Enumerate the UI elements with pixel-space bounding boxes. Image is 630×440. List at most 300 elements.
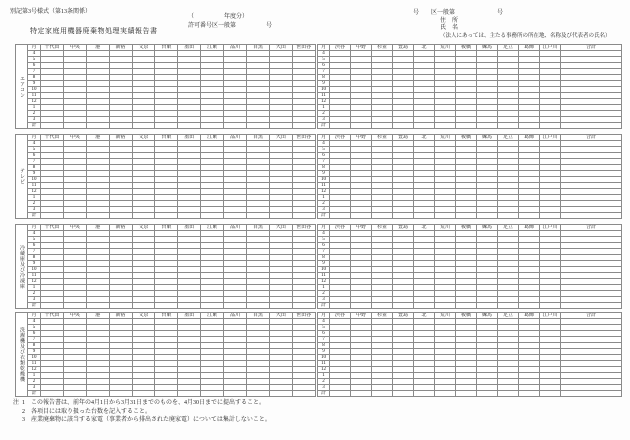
ward-header-cell: 中野: [351, 45, 372, 51]
month-cell: 1: [28, 105, 41, 111]
data-cell[interactable]: [330, 391, 351, 397]
data-cell[interactable]: [498, 303, 519, 309]
name-label: 氏 名: [440, 25, 459, 31]
footnote-text: 3 産業廃棄物に該当する家電（事業者から排出された廃家電）については集計しないこと。: [22, 417, 271, 423]
appliance-table-right: [317, 44, 622, 129]
month-cell: 2: [318, 201, 330, 207]
data-cell[interactable]: [292, 123, 315, 129]
data-cell[interactable]: [132, 213, 155, 219]
data-cell[interactable]: [456, 213, 477, 219]
data-cell[interactable]: [540, 123, 561, 129]
data-cell[interactable]: [477, 213, 498, 219]
data-cell[interactable]: [86, 303, 109, 309]
month-cell: 10: [318, 267, 330, 273]
ward-header-cell: 中央: [63, 135, 86, 141]
data-cell[interactable]: [86, 213, 109, 219]
ward-header-cell: 江東: [201, 45, 224, 51]
month-cell: 9: [28, 349, 41, 355]
month-cell: 6: [28, 331, 41, 337]
ward-header-cell: 品川: [224, 225, 247, 231]
ward-header-cell: 港: [86, 225, 109, 231]
month-cell: 3: [28, 297, 41, 303]
ward-header-cell: 渋谷: [330, 225, 351, 231]
month-cell: 12: [28, 279, 41, 285]
ward-header-cell: 板橋: [456, 313, 477, 319]
data-cell[interactable]: [351, 303, 372, 309]
data-cell[interactable]: [269, 391, 292, 397]
data-cell[interactable]: [41, 391, 64, 397]
ward-header-cell: 台東: [155, 135, 178, 141]
month-cell: 3: [28, 207, 41, 213]
data-cell[interactable]: [292, 391, 315, 397]
total-row-label: 計: [28, 123, 41, 129]
month-cell: 7: [28, 249, 41, 255]
data-cell[interactable]: [86, 391, 109, 397]
data-cell[interactable]: [63, 213, 86, 219]
data-cell[interactable]: [247, 213, 270, 219]
corporation-note: （法人にあっては、主たる事務所の所在地、名称及び代表者の氏名）: [440, 32, 611, 39]
month-cell: 12: [28, 367, 41, 373]
data-cell[interactable]: [351, 391, 372, 397]
month-cell: 7: [28, 159, 41, 165]
data-cell[interactable]: [540, 391, 561, 397]
month-cell: 11: [318, 183, 330, 189]
data-cell[interactable]: [435, 391, 456, 397]
month-cell: 6: [318, 331, 330, 337]
ward-header-cell: 江戸川: [540, 313, 561, 319]
month-cell: 3: [318, 207, 330, 213]
data-cell[interactable]: [372, 213, 393, 219]
ward-header-cell: 渋谷: [330, 313, 351, 319]
data-cell[interactable]: [201, 303, 224, 309]
data-cell[interactable]: [435, 213, 456, 219]
ward-header-cell: 足立: [498, 135, 519, 141]
month-cell: 8: [28, 343, 41, 349]
month-cell: 5: [28, 325, 41, 331]
data-cell[interactable]: [292, 303, 315, 309]
month-cell: 10: [28, 355, 41, 361]
month-cell: 7: [318, 337, 330, 343]
ward-header-cell: 新宿: [109, 45, 132, 51]
data-cell[interactable]: [456, 123, 477, 129]
month-cell: 5: [318, 147, 330, 153]
address-label: 住 所: [440, 17, 459, 24]
permit-number-label: 許可番号区一般第 号: [188, 23, 273, 29]
data-cell[interactable]: [63, 391, 86, 397]
month-cell: 9: [318, 261, 330, 267]
ward-header-cell: 江戸川: [540, 135, 561, 141]
month-cell: 12: [318, 189, 330, 195]
total-row-label: 計: [318, 391, 330, 397]
month-cell: 12: [28, 99, 41, 105]
month-cell: 1: [318, 285, 330, 291]
ward-header-cell: 墨田: [178, 45, 201, 51]
data-cell[interactable]: [456, 391, 477, 397]
month-cell: 12: [318, 279, 330, 285]
month-cell: 3: [318, 117, 330, 123]
data-cell[interactable]: [372, 123, 393, 129]
data-cell[interactable]: [109, 391, 132, 397]
ward-header-cell: 目黒: [247, 313, 270, 319]
month-cell: 9: [28, 261, 41, 267]
month-cell: 2: [318, 379, 330, 385]
data-cell[interactable]: [224, 391, 247, 397]
month-cell: 7: [318, 159, 330, 165]
ward-header-cell: 中野: [351, 135, 372, 141]
ward-header-cell: 江東: [201, 135, 224, 141]
ward-header-cell: 中央: [63, 225, 86, 231]
month-cell: 6: [318, 63, 330, 69]
footnotes: [13, 399, 271, 425]
data-cell[interactable]: [393, 213, 414, 219]
month-cell: 4: [28, 51, 41, 57]
data-cell[interactable]: [178, 123, 201, 129]
data-cell[interactable]: [498, 391, 519, 397]
data-cell[interactable]: [351, 123, 372, 129]
ward-header-cell: 北: [414, 225, 435, 231]
data-cell[interactable]: [132, 123, 155, 129]
ward-header-cell: 千代田: [41, 135, 64, 141]
month-header-cell: 月: [28, 313, 41, 319]
month-cell: 2: [318, 111, 330, 117]
month-header-cell: 月: [318, 45, 330, 51]
data-cell[interactable]: [269, 303, 292, 309]
ward-header-cell: 文京: [132, 313, 155, 319]
ward-header-cell: 千代田: [41, 45, 64, 51]
ward-header-cell: 葛飾: [519, 225, 540, 231]
data-cell[interactable]: [414, 303, 435, 309]
month-cell: 8: [28, 165, 41, 171]
data-cell[interactable]: [498, 213, 519, 219]
ward-header-cell: 台東: [155, 313, 178, 319]
month-cell: 1: [28, 373, 41, 379]
month-cell: 5: [28, 147, 41, 153]
ward-header-cell: 足立: [498, 313, 519, 319]
month-cell: 11: [28, 361, 41, 367]
ward-header-cell: 北: [414, 135, 435, 141]
data-cell[interactable]: [201, 123, 224, 129]
ward-header-cell: 品川: [224, 313, 247, 319]
month-cell: 3: [318, 385, 330, 391]
ward-header-cell: 港: [86, 135, 109, 141]
month-cell: 6: [318, 153, 330, 159]
data-cell[interactable]: [372, 303, 393, 309]
month-cell: 6: [28, 63, 41, 69]
data-cell[interactable]: [292, 213, 315, 219]
month-cell: 2: [28, 201, 41, 207]
data-cell[interactable]: [201, 391, 224, 397]
total-column-header: 合計: [561, 45, 622, 51]
data-cell[interactable]: [351, 213, 372, 219]
ward-header-cell: 渋谷: [330, 135, 351, 141]
month-cell: 9: [318, 349, 330, 355]
month-cell: 11: [318, 361, 330, 367]
total-column-cell[interactable]: [561, 213, 622, 219]
data-cell[interactable]: [414, 123, 435, 129]
data-cell[interactable]: [155, 303, 178, 309]
data-cell[interactable]: [519, 391, 540, 397]
data-cell[interactable]: [393, 123, 414, 129]
data-cell[interactable]: [519, 303, 540, 309]
data-cell[interactable]: [330, 123, 351, 129]
ward-header-cell: 練馬: [477, 225, 498, 231]
ward-header-cell: 練馬: [477, 313, 498, 319]
ward-header-cell: 目黒: [247, 45, 270, 51]
ward-header-cell: 世田谷: [292, 225, 315, 231]
month-cell: 1: [318, 105, 330, 111]
month-cell: 4: [28, 231, 41, 237]
month-cell: 2: [318, 291, 330, 297]
ward-header-cell: 板橋: [456, 45, 477, 51]
ward-header-cell: 荒川: [435, 225, 456, 231]
data-cell[interactable]: [519, 123, 540, 129]
ward-header-cell: 大田: [269, 313, 292, 319]
ward-header-cell: 新宿: [109, 225, 132, 231]
ward-header-cell: 板橋: [456, 225, 477, 231]
data-cell[interactable]: [109, 213, 132, 219]
data-cell[interactable]: [372, 391, 393, 397]
fiscal-year-block: [188, 13, 272, 31]
month-cell: 11: [28, 183, 41, 189]
ward-header-cell: 世田谷: [292, 45, 315, 51]
appliance-label: エアコン: [16, 45, 28, 129]
total-column-cell[interactable]: [561, 123, 622, 129]
month-cell: 10: [318, 87, 330, 93]
month-cell: 7: [28, 337, 41, 343]
data-cell[interactable]: [178, 391, 201, 397]
month-cell: 1: [318, 373, 330, 379]
data-cell[interactable]: [330, 303, 351, 309]
data-cell[interactable]: [63, 303, 86, 309]
month-cell: 9: [318, 81, 330, 87]
footnote-line: [22, 416, 271, 425]
month-cell: 4: [28, 141, 41, 147]
data-cell[interactable]: [63, 123, 86, 129]
month-cell: 6: [28, 153, 41, 159]
data-cell[interactable]: [41, 303, 64, 309]
ward-header-cell: 杉並: [372, 225, 393, 231]
permit-number-right: 号 区一般第 号: [413, 10, 504, 16]
ward-header-cell: 豊島: [393, 225, 414, 231]
ward-header-cell: 杉並: [372, 313, 393, 319]
ward-header-cell: 新宿: [109, 135, 132, 141]
month-cell: 8: [318, 165, 330, 171]
identity-block: [413, 10, 610, 40]
month-cell: 9: [28, 171, 41, 177]
ward-header-cell: 荒川: [435, 313, 456, 319]
month-cell: 3: [318, 297, 330, 303]
data-cell[interactable]: [201, 213, 224, 219]
ward-header-cell: 葛飾: [519, 45, 540, 51]
month-cell: 9: [28, 81, 41, 87]
month-header-cell: 月: [318, 135, 330, 141]
month-cell: 2: [28, 111, 41, 117]
month-cell: 1: [28, 195, 41, 201]
data-cell[interactable]: [498, 123, 519, 129]
total-row-label: 計: [318, 123, 330, 129]
appliance-table-right: [317, 312, 622, 397]
appliance-table-right: [317, 224, 622, 309]
ward-header-cell: 練馬: [477, 135, 498, 141]
month-cell: 7: [318, 69, 330, 75]
month-cell: 6: [28, 243, 41, 249]
month-header-cell: 月: [28, 45, 41, 51]
month-cell: 3: [28, 117, 41, 123]
data-cell[interactable]: [247, 123, 270, 129]
month-cell: 4: [318, 231, 330, 237]
ward-header-cell: 渋谷: [330, 45, 351, 51]
total-row-label: 計: [28, 213, 41, 219]
data-cell[interactable]: [435, 123, 456, 129]
footnote-text: 1 この報告書は、前年の4月1日から3月31日までのものを、4月30日までに提出すること。: [22, 400, 266, 406]
ward-header-cell: 大田: [269, 225, 292, 231]
ward-header-cell: 江東: [201, 313, 224, 319]
ward-header-cell: 荒川: [435, 135, 456, 141]
ward-header-cell: 文京: [132, 135, 155, 141]
ward-header-cell: 江戸川: [540, 45, 561, 51]
ward-header-cell: 大田: [269, 135, 292, 141]
ward-header-cell: 足立: [498, 225, 519, 231]
total-row-label: 計: [318, 213, 330, 219]
data-cell[interactable]: [477, 303, 498, 309]
data-cell[interactable]: [224, 123, 247, 129]
data-cell[interactable]: [269, 213, 292, 219]
data-cell[interactable]: [269, 123, 292, 129]
month-cell: 5: [28, 57, 41, 63]
ward-header-cell: 港: [86, 313, 109, 319]
ward-header-cell: 江戸川: [540, 225, 561, 231]
appliance-label: 冷蔵庫及び冷凍庫: [16, 225, 28, 309]
ward-header-cell: 葛飾: [519, 135, 540, 141]
month-cell: 11: [28, 93, 41, 99]
total-column-cell[interactable]: [561, 303, 622, 309]
data-cell[interactable]: [393, 303, 414, 309]
fiscal-year-label: （ 年度分）: [188, 14, 249, 20]
ward-header-cell: 大田: [269, 45, 292, 51]
month-cell: 10: [318, 177, 330, 183]
ward-header-cell: 文京: [132, 225, 155, 231]
month-cell: 5: [28, 237, 41, 243]
month-cell: 1: [318, 195, 330, 201]
ward-header-cell: 荒川: [435, 45, 456, 51]
data-cell[interactable]: [178, 303, 201, 309]
data-cell[interactable]: [393, 391, 414, 397]
ward-header-cell: 練馬: [477, 45, 498, 51]
data-cell[interactable]: [155, 213, 178, 219]
data-cell[interactable]: [519, 213, 540, 219]
data-cell[interactable]: [330, 213, 351, 219]
footnote-line: [13, 399, 271, 408]
ward-header-cell: 北: [414, 45, 435, 51]
appliance-table-left: [15, 224, 316, 309]
month-cell: 11: [28, 273, 41, 279]
month-cell: 3: [28, 385, 41, 391]
ward-header-cell: 中野: [351, 313, 372, 319]
data-cell[interactable]: [132, 391, 155, 397]
ward-header-cell: 台東: [155, 225, 178, 231]
month-cell: 10: [318, 355, 330, 361]
ward-header-cell: 目黒: [247, 225, 270, 231]
ward-header-cell: 北: [414, 313, 435, 319]
month-cell: 8: [28, 75, 41, 81]
month-cell: 4: [318, 319, 330, 325]
ward-header-cell: 港: [86, 45, 109, 51]
month-cell: 9: [318, 171, 330, 177]
total-column-header: 合計: [561, 135, 622, 141]
data-cell[interactable]: [41, 123, 64, 129]
ward-header-cell: 台東: [155, 45, 178, 51]
footnote-text: 2 各項目には取り扱った台数を記入すること。: [22, 408, 152, 415]
data-cell[interactable]: [540, 213, 561, 219]
appliance-table-right: [317, 134, 622, 219]
appliance-table-left: [15, 44, 316, 129]
total-row-label: 計: [318, 303, 330, 309]
month-cell: 10: [28, 87, 41, 93]
data-cell[interactable]: [155, 123, 178, 129]
ward-header-cell: 墨田: [178, 313, 201, 319]
ward-header-cell: 墨田: [178, 225, 201, 231]
month-header-cell: 月: [318, 225, 330, 231]
month-cell: 7: [28, 69, 41, 75]
data-cell[interactable]: [224, 213, 247, 219]
data-cell[interactable]: [247, 303, 270, 309]
month-cell: 8: [28, 255, 41, 261]
ward-header-cell: 足立: [498, 45, 519, 51]
month-header-cell: 月: [28, 225, 41, 231]
data-cell[interactable]: [109, 303, 132, 309]
data-cell[interactable]: [86, 123, 109, 129]
ward-header-cell: 板橋: [456, 135, 477, 141]
data-cell[interactable]: [109, 123, 132, 129]
data-cell[interactable]: [414, 213, 435, 219]
data-cell[interactable]: [224, 303, 247, 309]
ward-header-cell: 世田谷: [292, 313, 315, 319]
ward-header-cell: 豊島: [393, 45, 414, 51]
page-title: 特定家庭用機器廃棄物処理実績報告書: [30, 27, 158, 35]
data-cell[interactable]: [247, 391, 270, 397]
data-cell[interactable]: [41, 213, 64, 219]
form-number: 別記第3号様式（第13条関係）: [10, 9, 92, 15]
ward-header-cell: 杉並: [372, 45, 393, 51]
month-cell: 5: [318, 325, 330, 331]
ward-header-cell: 葛飾: [519, 313, 540, 319]
ward-header-cell: 目黒: [247, 135, 270, 141]
data-cell[interactable]: [477, 123, 498, 129]
month-cell: 12: [318, 99, 330, 105]
appliance-label: 洗濯機及び衣類乾燥機: [16, 313, 28, 397]
ward-header-cell: 品川: [224, 45, 247, 51]
data-cell[interactable]: [132, 303, 155, 309]
month-cell: 4: [318, 141, 330, 147]
month-cell: 4: [318, 51, 330, 57]
data-cell[interactable]: [456, 303, 477, 309]
data-cell[interactable]: [155, 391, 178, 397]
data-cell[interactable]: [414, 391, 435, 397]
ward-header-cell: 文京: [132, 45, 155, 51]
month-cell: 12: [318, 367, 330, 373]
ward-header-cell: 杉並: [372, 135, 393, 141]
total-row-label: 計: [28, 303, 41, 309]
data-cell[interactable]: [178, 213, 201, 219]
month-cell: 10: [28, 177, 41, 183]
data-cell[interactable]: [477, 391, 498, 397]
total-column-cell[interactable]: [561, 391, 622, 397]
month-cell: 8: [318, 343, 330, 349]
ward-header-cell: 世田谷: [292, 135, 315, 141]
data-cell[interactable]: [435, 303, 456, 309]
month-cell: 8: [318, 75, 330, 81]
data-cell[interactable]: [540, 303, 561, 309]
